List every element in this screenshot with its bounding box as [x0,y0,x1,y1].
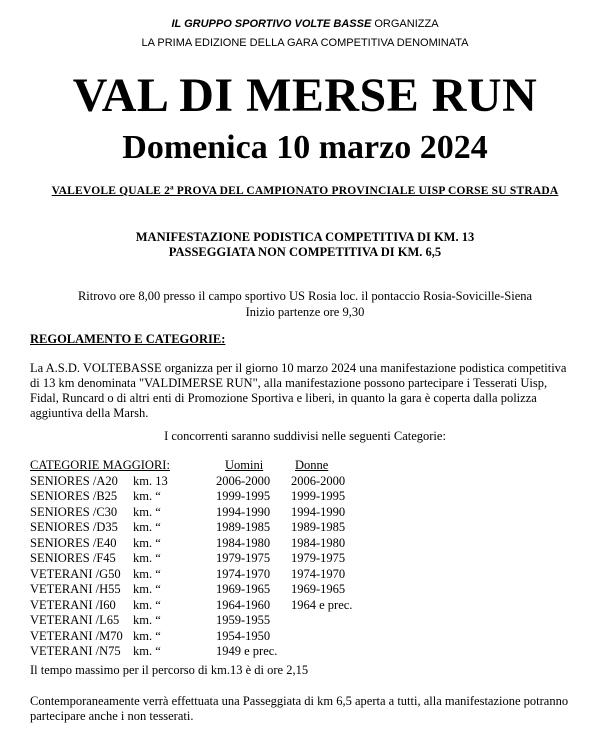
category-women-years: 1999-1995 [291,489,346,503]
category-men-years: 1954-1950 [216,628,271,643]
rules-paragraph-line: di 13 km denominata "VALDIMERSE RUN", alla manifestazione possono partecipare i Tesserati Uisp, [30,376,548,390]
category-distance: km. “ [133,597,161,612]
category-men-years: 1979-1975 [216,551,271,565]
category-distance: km. 13 [133,473,168,488]
championship-note: VALEVOLE QUALE 2ª PROVA DEL CAMPIONATO PROVINCIALE UISP CORSE SU STRADA [51,185,559,197]
category-name: VETERANI /H55 [30,582,121,596]
organizer-line [0,18,610,30]
header-women: Donne [295,458,329,472]
category-women-years: 1974-1970 [291,566,346,581]
category-distance: km. “ [133,535,161,550]
organizer-suffix: ORGANIZZA [371,18,439,30]
category-name: VETERANI /M70 [30,628,123,643]
category-distance: km. “ [133,566,161,581]
category-name: SENIORES /C30 [30,504,118,519]
category-distance: km. “ [133,628,161,643]
edition-line: LA PRIMA EDIZIONE DELLA GARA COMPETITIVA DENOMINATA [141,37,469,49]
category-name: VETERANI /N75 [30,644,121,658]
category-men-years: 1989-1985 [216,520,271,534]
rules-paragraph-line: Fidal, Runcard o di altri enti di Promozione Sportiva e liberi, in quanto la gara è coperta dalla polizza [30,391,537,405]
category-name: VETERANI /G50 [30,566,121,581]
max-time-note: Il tempo massimo per il percorso di km.13 è di ore 2,15 [30,663,309,677]
category-name: SENIORES /D35 [30,520,118,534]
organizer-name: IL GRUPPO SPORTIVO VOLTE BASSE [171,18,372,30]
rules-paragraph [30,361,590,421]
category-women-years: 1994-1990 [291,504,346,519]
category-men-years: 1949 e prec. [216,644,278,658]
rules-paragraph-line: aggiuntiva della Marsh. [30,406,149,420]
category-men-years: 1994-1990 [216,504,271,519]
category-men-years: 1964-1960 [216,597,271,612]
header-men: Uomini [225,458,264,472]
header-categories: CATEGORIE MAGGIORI: [30,458,170,472]
category-distance: km. “ [133,551,161,565]
category-name: SENIORES /F45 [30,551,116,565]
category-distance: km. “ [133,520,161,534]
rules-paragraph-line: La A.S.D. VOLTEBASSE organizza per il giorno 10 marzo 2024 una manifestazione podistica competitiva [30,361,567,375]
category-men-years: 1999-1995 [216,489,271,503]
category-men-years: 1969-1965 [216,582,271,596]
category-distance: km. “ [133,613,161,627]
meeting-point-line: Ritrovo ore 8,00 presso il campo sportivo US Rosia loc. il pontaccio Rosia-Sovicille-Siena [77,289,533,303]
walk-line: PASSEGGIATA NON COMPETITIVA DI KM. 6,5 [168,245,442,259]
category-women-years: 1989-1985 [291,520,346,534]
category-distance: km. “ [133,489,161,503]
walk-paragraph-line: partecipare anche i non tesserati. [30,709,194,723]
category-men-years: 1974-1970 [216,566,271,581]
event-date: Domenica 10 marzo 2024 [122,129,488,166]
category-name: SENIORES /B25 [30,489,118,503]
start-time-line: Inizio partenze ore 9,30 [245,305,365,319]
category-men-years: 1959-1955 [216,613,271,627]
walk-paragraph-line: Contemporaneamente verrà effettuata una Passeggiata di km 6,5 aperta a tutti, alla manifestazione potranno [30,694,569,708]
category-women-years: 1969-1965 [291,582,346,596]
category-women-years: 1964 e prec. [291,597,353,612]
category-distance: km. “ [133,644,161,658]
competitive-race-line: MANIFESTAZIONE PODISTICA COMPETITIVA DI KM. 13 [135,230,475,244]
category-name: VETERANI /I60 [30,597,116,612]
category-men-years: 1984-1980 [216,535,271,550]
walk-paragraph [30,694,590,724]
category-women-years: 1984-1980 [291,535,346,550]
category-men-years: 2006-2000 [216,473,271,488]
category-distance: km. “ [133,582,161,596]
category-name: VETERANI /L65 [30,613,120,627]
category-women-years: 2006-2000 [291,473,346,488]
categories-intro: I concorrenti saranno suddivisi nelle seguenti Categorie: [164,429,446,443]
rules-heading: REGOLAMENTO E CATEGORIE: [30,332,226,346]
category-women-years: 1979-1975 [291,551,346,565]
category-distance: km. “ [133,504,161,519]
event-title: VAL DI MERSE RUN [72,69,538,122]
category-name: SENIORES /E40 [30,535,117,550]
category-name: SENIORES /A20 [30,473,118,488]
